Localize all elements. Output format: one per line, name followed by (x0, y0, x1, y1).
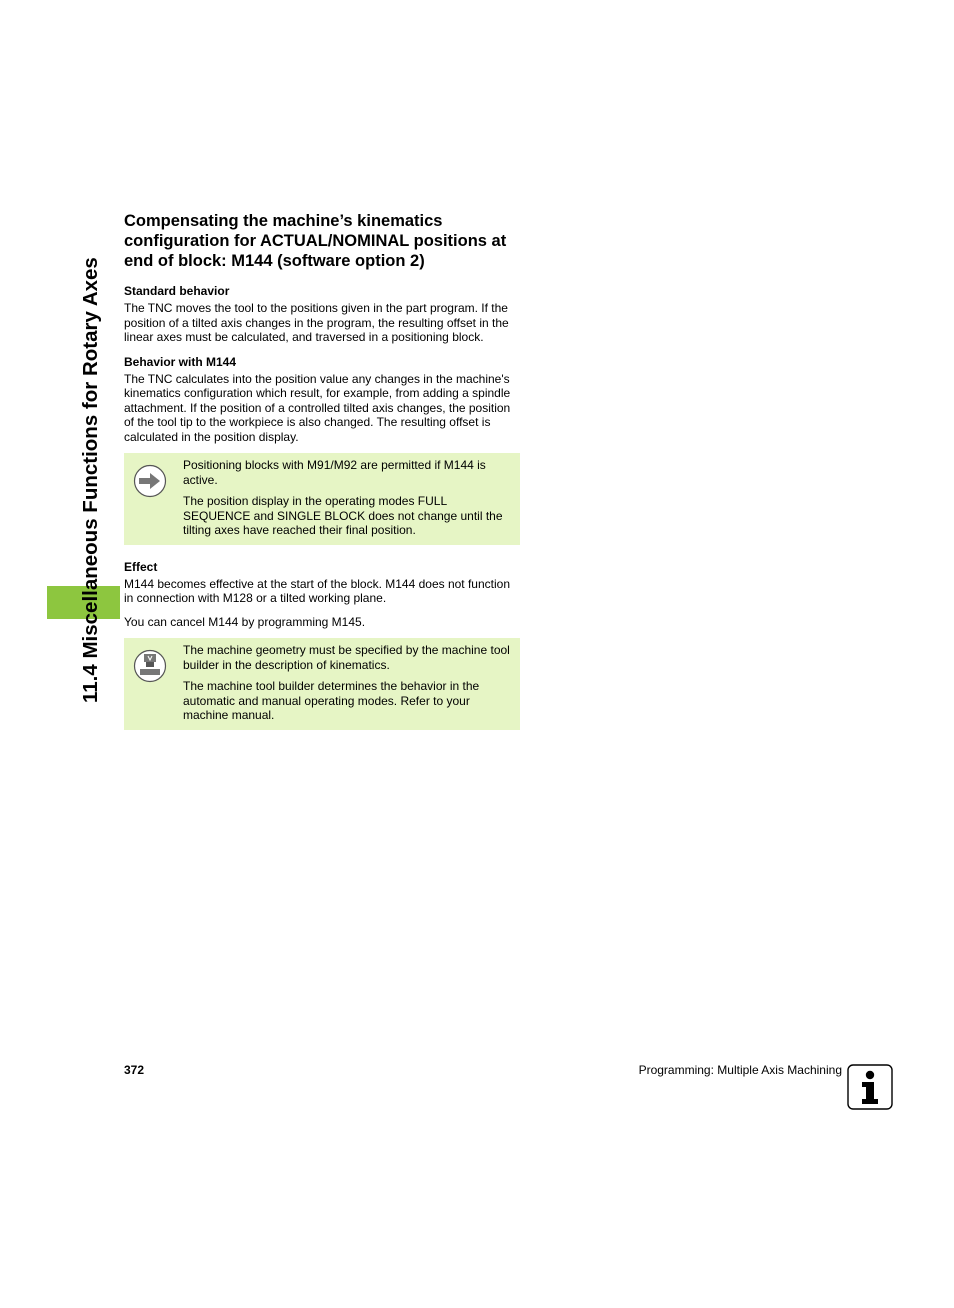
m144-behavior-text: The TNC calculates into the position value any changes in the machine's kinematics configuration which result, for example, from adding a spindle attachment. If the position of a controlled tilted axis changes, the position of the tool tip to the workpiece is also changed. The resulting offset is calculated in the position display. (124, 371, 511, 444)
tip-note-text-2: The position display in the operating modes FULL SEQUENCE and SINGLE BLOCK does not change until the tilting axes have reached their final position. (183, 494, 503, 537)
machine-note-text-1: The machine geometry must be specified by the machine tool builder in the description of kinematics. (183, 643, 510, 672)
footer-chapter-title: Programming: Multiple Axis Machining (638, 1063, 842, 1077)
chapter-title-vertical: 11.4 Miscellaneous Functions for Rotary Axes (79, 257, 102, 703)
standard-behavior-title: Standard behavior (124, 284, 230, 298)
standard-behavior-text: The TNC moves the tool to the positions given in the part program. If the position of a tilted axis changes in the program, the resulting offset in the linear axes must be calculated, and traversed in a positioning block. (124, 301, 509, 344)
arrow-right-icon (133, 464, 167, 498)
effect-title: Effect (124, 559, 158, 574)
section-heading: Compensating the machine’s kinematics configuration for ACTUAL/NOMINAL positions at end of block: M144 (software option 2) (124, 212, 507, 270)
effect-text-2: You can cancel M144 by programming M145. (124, 614, 366, 629)
main-content (124, 211, 520, 744)
page-number: 372 (124, 1063, 145, 1077)
m144-behavior-title: Behavior with M144 (124, 354, 237, 369)
machine-note-text-2: The machine tool builder determines the behavior in the automatic and manual operating modes. Refer to your machine manual. (183, 679, 480, 722)
machine-dependent-icon (133, 649, 167, 683)
tip-note (124, 453, 520, 545)
tip-note-text-1: Positioning blocks with M91/M92 are permitted if M144 is active. (183, 458, 486, 487)
effect-text-1: M144 becomes effective at the start of the block. M144 does not function in connection with M128 or a tilted working plane. (124, 576, 511, 605)
chapter-sidebar (78, 213, 104, 703)
info-icon (847, 1064, 893, 1110)
machine-note (124, 638, 520, 730)
